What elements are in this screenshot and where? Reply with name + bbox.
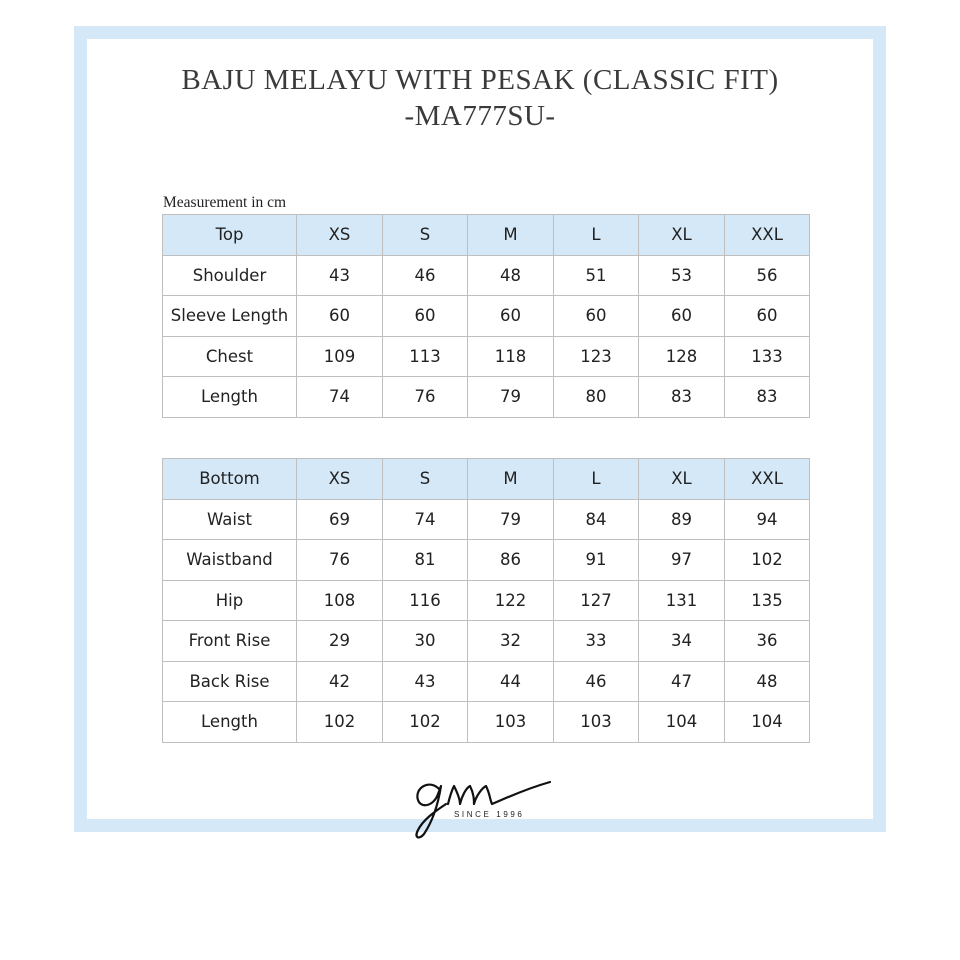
size-header-cell: S	[383, 459, 468, 500]
measurement-value-cell: 102	[383, 702, 468, 743]
header-row	[163, 459, 810, 500]
measurement-value-cell: 116	[383, 580, 468, 621]
measurement-label-cell: Front Rise	[163, 621, 297, 662]
size-header-cell: M	[468, 215, 554, 256]
size-header-cell: XL	[639, 215, 725, 256]
measurement-value-cell: 104	[725, 702, 810, 743]
measurement-value-cell: 34	[639, 621, 725, 662]
measurement-label-cell: Back Rise	[163, 661, 297, 702]
table-row	[163, 540, 810, 581]
measurement-value-cell: 123	[554, 336, 639, 377]
measurement-value-cell: 74	[297, 377, 383, 418]
measurement-value-cell: 48	[468, 255, 554, 296]
measurement-value-cell: 103	[468, 702, 554, 743]
section-header-cell: Top	[163, 215, 297, 256]
measurement-value-cell: 89	[639, 499, 725, 540]
measurement-value-cell: 32	[468, 621, 554, 662]
table-row	[163, 336, 810, 377]
measurement-value-cell: 33	[554, 621, 639, 662]
product-code: -MA777SU-	[404, 100, 556, 132]
measurement-value-cell: 60	[383, 296, 468, 337]
measurement-value-cell: 128	[639, 336, 725, 377]
size-header-cell: XS	[297, 215, 383, 256]
measurement-value-cell: 94	[725, 499, 810, 540]
measurement-value-cell: 60	[639, 296, 725, 337]
measurement-unit-note: Measurement in cm	[163, 194, 287, 211]
size-header-cell: L	[554, 459, 639, 500]
measurement-value-cell: 102	[725, 540, 810, 581]
measurement-value-cell: 46	[383, 255, 468, 296]
measurement-value-cell: 51	[554, 255, 639, 296]
table-row	[163, 580, 810, 621]
measurement-label-cell: Chest	[163, 336, 297, 377]
measurement-value-cell: 118	[468, 336, 554, 377]
measurement-value-cell: 79	[468, 499, 554, 540]
measurement-label-cell: Length	[163, 702, 297, 743]
measurement-value-cell: 47	[639, 661, 725, 702]
measurement-value-cell: 108	[297, 580, 383, 621]
measurement-value-cell: 83	[725, 377, 810, 418]
bottom-size-table	[162, 458, 810, 743]
measurement-value-cell: 69	[297, 499, 383, 540]
table-row	[163, 661, 810, 702]
measurement-value-cell: 48	[725, 661, 810, 702]
measurement-value-cell: 60	[468, 296, 554, 337]
brand-logo	[410, 760, 570, 845]
table-row	[163, 296, 810, 337]
measurement-value-cell: 127	[554, 580, 639, 621]
size-header-cell: XXL	[725, 215, 810, 256]
measurement-value-cell: 135	[725, 580, 810, 621]
measurement-label-cell: Sleeve Length	[163, 296, 297, 337]
measurement-value-cell: 104	[639, 702, 725, 743]
table-row	[163, 499, 810, 540]
measurement-label-cell: Waist	[163, 499, 297, 540]
measurement-value-cell: 29	[297, 621, 383, 662]
measurement-value-cell: 60	[725, 296, 810, 337]
table-row	[163, 377, 810, 418]
measurement-value-cell: 91	[554, 540, 639, 581]
measurement-value-cell: 131	[639, 580, 725, 621]
measurement-value-cell: 109	[297, 336, 383, 377]
measurement-value-cell: 36	[725, 621, 810, 662]
measurement-label-cell: Length	[163, 377, 297, 418]
table-row	[163, 255, 810, 296]
measurement-value-cell: 56	[725, 255, 810, 296]
measurement-value-cell: 97	[639, 540, 725, 581]
page-title: BAJU MELAYU WITH PESAK (CLASSIC FIT)	[181, 64, 779, 96]
measurement-value-cell: 30	[383, 621, 468, 662]
section-header-cell: Bottom	[163, 459, 297, 500]
measurement-value-cell: 83	[639, 377, 725, 418]
measurement-label-cell: Hip	[163, 580, 297, 621]
measurement-value-cell: 43	[383, 661, 468, 702]
size-header-cell: XL	[639, 459, 725, 500]
size-header-cell: M	[468, 459, 554, 500]
measurement-label-cell: Waistband	[163, 540, 297, 581]
measurement-value-cell: 122	[468, 580, 554, 621]
measurement-label-cell: Shoulder	[163, 255, 297, 296]
measurement-value-cell: 60	[297, 296, 383, 337]
header-row	[163, 215, 810, 256]
size-header-cell: XS	[297, 459, 383, 500]
measurement-value-cell: 80	[554, 377, 639, 418]
measurement-value-cell: 86	[468, 540, 554, 581]
measurement-value-cell: 81	[383, 540, 468, 581]
measurement-value-cell: 76	[297, 540, 383, 581]
measurement-value-cell: 46	[554, 661, 639, 702]
measurement-value-cell: 43	[297, 255, 383, 296]
measurement-value-cell: 84	[554, 499, 639, 540]
logo-tagline: SINCE 1996	[454, 810, 525, 819]
size-header-cell: XXL	[725, 459, 810, 500]
measurement-value-cell: 42	[297, 661, 383, 702]
measurement-value-cell: 79	[468, 377, 554, 418]
table-row	[163, 621, 810, 662]
table-row	[163, 702, 810, 743]
size-header-cell: L	[554, 215, 639, 256]
measurement-value-cell: 60	[554, 296, 639, 337]
measurement-value-cell: 133	[725, 336, 810, 377]
measurement-value-cell: 102	[297, 702, 383, 743]
measurement-value-cell: 44	[468, 661, 554, 702]
top-size-table	[162, 214, 810, 418]
measurement-value-cell: 103	[554, 702, 639, 743]
measurement-value-cell: 76	[383, 377, 468, 418]
measurement-value-cell: 53	[639, 255, 725, 296]
measurement-value-cell: 113	[383, 336, 468, 377]
measurement-value-cell: 74	[383, 499, 468, 540]
size-header-cell: S	[383, 215, 468, 256]
